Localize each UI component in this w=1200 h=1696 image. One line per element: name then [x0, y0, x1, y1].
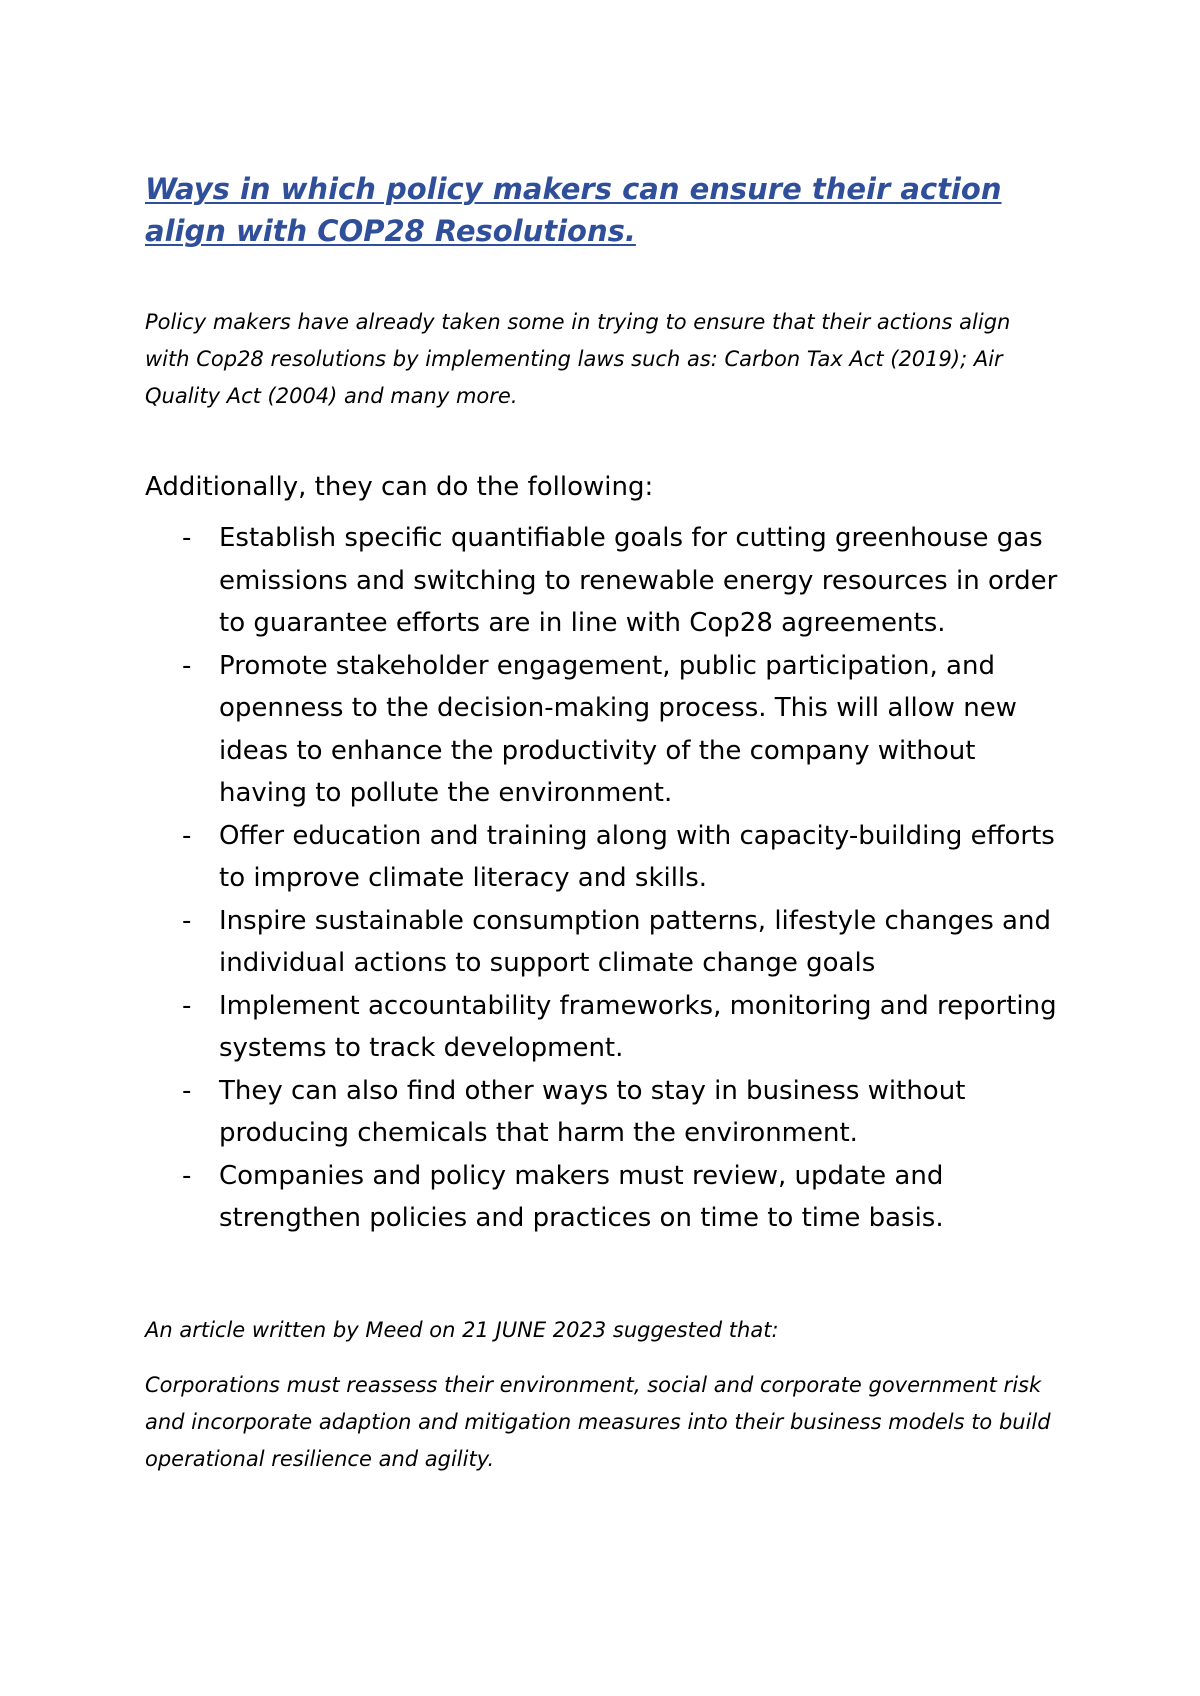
list-item-text: Offer education and training along with capacity-building efforts to improve climate literacy and skills.	[219, 820, 1055, 893]
list-item	[145, 900, 1069, 985]
list-item	[145, 1070, 1069, 1155]
document-title: Ways in which policy makers can ensure their action align with COP28 Resolutions.	[145, 172, 1002, 248]
list-item	[145, 1155, 1069, 1240]
intro-paragraph: Policy makers have already taken some in trying to ensure that their actions align with Cop28 resolutions by implementing laws such as: Carbon Tax Act (2019); Air Quality Act (2004) and many more.	[145, 310, 1011, 408]
bullet-dash: -	[182, 990, 192, 1021]
action-list	[145, 517, 1065, 1240]
list-item	[145, 815, 1069, 900]
list-item-text: Inspire sustainable consumption patterns, lifestyle changes and individual actions to support climate change goals	[219, 905, 1051, 978]
list-item	[145, 645, 1069, 815]
list-item-text: Companies and policy makers must review, update and strengthen policies and practices on time to time basis.	[219, 1160, 944, 1233]
document-body	[145, 168, 1065, 1478]
list-item-text: Promote stakeholder engagement, public participation, and openness to the decision-making process. This will allow new ideas to enhance the productivity of the company without having to pollute the environment.	[219, 650, 1017, 808]
bullet-dash: -	[182, 650, 192, 681]
list-item	[145, 985, 1069, 1070]
bullet-dash: -	[182, 523, 192, 553]
bullet-dash: -	[182, 1160, 192, 1191]
bullet-dash: -	[182, 905, 192, 936]
list-item	[145, 517, 1069, 645]
quote-paragraph: Corporations must reassess their environment, social and corporate government risk and incorporate adaption and mitigation measures into their business models to build operational resilience and agility.	[145, 1372, 1051, 1471]
source-citation: An article written by Meed on 21 JUNE 2023 suggested that:	[145, 1317, 779, 1342]
lead-sentence: Additionally, they can do the following:	[145, 472, 654, 502]
list-item-text: They can also find other ways to stay in business without producing chemicals that harm the environment.	[219, 1075, 966, 1148]
list-item-text: Implement accountability frameworks, monitoring and reporting systems to track development.	[219, 990, 1057, 1063]
list-item-text: Establish specific quantifiable goals for cutting greenhouse gas emissions and switching to renewable energy resources in order to guarantee efforts are in line with Cop28 agreements.	[219, 523, 1058, 638]
bullet-dash: -	[182, 1075, 192, 1106]
bullet-dash: -	[182, 820, 192, 851]
